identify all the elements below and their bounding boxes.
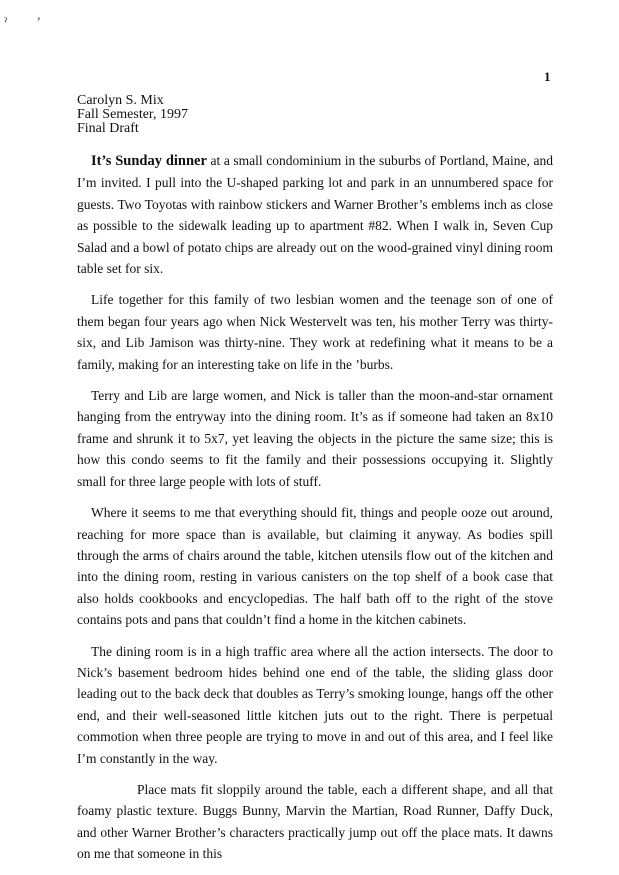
scan-mark: ˀ — [4, 14, 8, 29]
author-name: Carolyn S. Mix — [77, 93, 164, 108]
semester: Fall Semester, 1997 — [77, 107, 189, 122]
paragraph: Place mats fit sloppily around the table, each a different shape, and all that foamy plastic texture. Buggs Bunny, Marvin the Martian, Road Runner, Daffy Duck, and other Warner Brother’s characters practically jump out off the place mats. It dawns on me that someone in this — [77, 781, 553, 862]
document-body — [77, 150, 553, 875]
paragraph: Terry and Lib are large women, and Nick is taller than the moon-and-star ornament hanging from the entryway into the dining room. It’s as if someone had taken an 8x10 frame and shrunk it to 5x7, yet leaving the objects in the picture the same size; this is how this condo seems to fit the family and their possessions occupying it. Slightly small for three large people with lots of stuff. — [77, 388, 553, 489]
lead-phrase: It’s Sunday dinner — [91, 153, 207, 169]
draft-label: Final Draft — [77, 121, 139, 136]
paragraph — [77, 150, 553, 279]
paragraph-text: at a small condominium in the suburbs of Portland, Maine, and I’m invited. I pull into the U-shaped parking lot and park in an unnumbered space for guests. Two Toyotas with rainbow stickers and Warner Brother’s emblems inch as close as possible to the sidewalk leading up to apartment #82. When I walk in, Seven Cup Salad and a bowl of potato chips are already out on the wood-grained vinyl dining room table set for six. — [77, 153, 553, 277]
scan-mark: ’ — [36, 14, 41, 29]
paragraph: The dining room is in a high traffic area where all the action intersects. The door to Nick’s basement bedroom hides behind one end of the table, the sliding glass door leading out to the back deck that doubles as Terry’s smoking lounge, hangs off the other end, and their well-seasoned little kitchen juts out to the right. There is perpetual commotion when three people are trying to move in and out of this area, and I feel like I’m constantly in the way. — [77, 643, 553, 766]
paragraph: Life together for this family of two lesbian women and the teenage son of one of them began four years ago when Nick Westervelt was ten, his mother Terry was thirty-six, and Lib Jamison was thirty-nine. They work at redefining what it means to be a family, making for an interesting take on life in the ’burbs. — [77, 292, 553, 372]
page-number: 1 — [544, 69, 551, 84]
document-header — [77, 94, 188, 136]
scan-marks — [4, 14, 67, 30]
paragraph: Where it seems to me that everything should fit, things and people ooze out around, reaching for more space than is available, but claiming it anyway. As bodies spill through the arms of chairs around the table, kitchen utensils flow out of the kitchen and into the dining room, resting in various canisters on the top shelf of a book case that also holds cookbooks and encyclopedias. The half bath off to the right of the stove contains pots and pans that couldn’t find a home in the kitchen cabinets. — [77, 505, 553, 628]
